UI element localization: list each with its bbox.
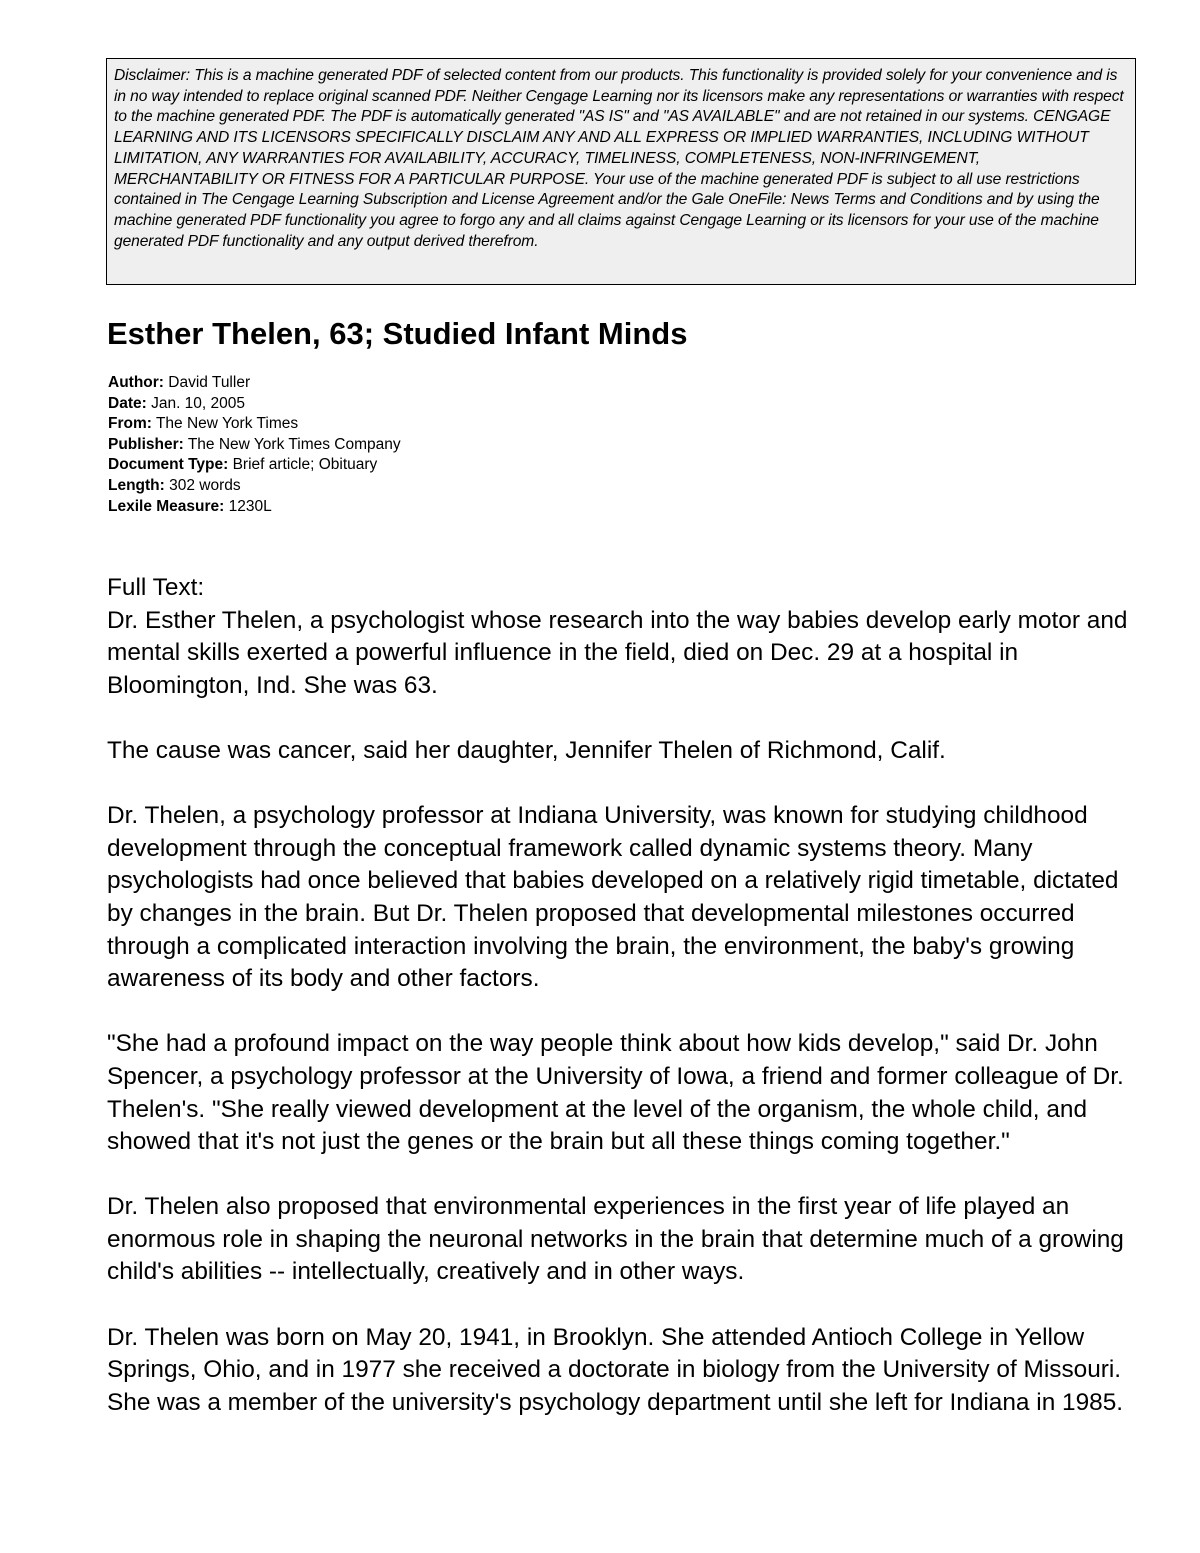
meta-lexile [108,497,401,518]
paragraph: Dr. Thelen was born on May 20, 1941, in Brooklyn. She attended Antioch College in Yellow Springs, Ohio, and in 1977 she received a doctorate in biology from the University of Missouri. She was a member of the university's psychology department until she left for Indiana in 1985. [107,1323,1124,1416]
paragraph: The cause was cancer, said her daughter, Jennifer Thelen of Richmond, Calif. [107,736,946,764]
meta-label: Author: [108,374,164,391]
meta-label: Publisher: [108,435,184,453]
meta-author [108,373,401,394]
meta-label: Date: [108,394,147,412]
paragraph: Dr. Esther Thelen, a psychologist whose research into the way babies develop early motor and mental skills exerted a powerful influence in the field, died on Dec. 29 at a hospital in Bloomington, Ind. She was 63. [107,606,1128,699]
meta-value: 302 words [169,476,241,494]
article-body [107,572,1137,1452]
meta-value: The New York Times [155,415,299,433]
full-text-label: Full Text: [107,574,205,601]
meta-from [108,414,401,435]
disclaimer-box [106,58,1136,285]
meta-value: David Tuller [168,374,251,391]
meta-value: Jan. 10, 2005 [151,394,246,412]
meta-label: From: [108,415,152,433]
article-title: Esther Thelen, 63; Studied Infant Minds [107,316,688,351]
article-metadata [108,373,401,517]
meta-publisher [108,435,401,456]
meta-label: Lexile Measure: [108,497,225,515]
meta-date [108,394,401,415]
meta-value: 1230L [228,497,272,515]
meta-document-type [108,455,401,476]
disclaimer-text: Disclaimer: This is a machine generated PDF of selected content from our products. This functionality is provided solely for your convenience and is in no way intended to replace original scanned PDF. Neither Cengage Learning nor its licensors make any representations or warranties with respect to the machine generated PDF. The PDF is automatically generated "AS IS" and "AS AVAILABLE" and are not retained in our systems. CENGAGE LEARNING AND ITS LICENSORS SPECIFICALLY DISCLAIM ANY AND ALL EXPRESS OR IMPLIED WARRANTIES, INCLUDING WITHOUT LIMITATION, ANY WARRANTIES FOR AVAILABILITY, ACCURACY, TIMELINESS, COMPLETENESS, NON-INFRINGEMENT, MERCHANTABILITY OR FITNESS FOR A PARTICULAR PURPOSE. Your use of the machine generated PDF is subject to all use restrictions contained in The Cengage Learning Subscription and License Agreement and/or the Gale OneFile: News Terms and Conditions and by using the machine generated PDF functionality you agree to forgo any and all claims against Cengage Learning or its licensors for your use of the machine generated PDF functionality and any output derived therefrom. [114,67,1124,250]
meta-value: The New York Times Company [187,435,401,453]
meta-value: Brief article; Obituary [232,456,378,474]
meta-length [108,476,401,497]
meta-label: Document Type: [108,456,229,474]
meta-label: Length: [108,476,165,494]
paragraph: Dr. Thelen also proposed that environmental experiences in the first year of life played an enormous role in shaping the neuronal networks in the brain that determine much of a growing child's abilities -- intellectually, creatively and in other ways. [107,1193,1124,1286]
paragraph: Dr. Thelen, a psychology professor at Indiana University, was known for studying childhood development through the conceptual framework called dynamic systems theory. Many psychologists had once believed that babies developed on a relatively rigid timetable, dictated by changes in the brain. But Dr. Thelen proposed that developmental milestones occurred through a complicated interaction involving the brain, the environment, the baby's growing awareness of its body and other factors. [107,802,1119,993]
paragraph: "She had a profound impact on the way people think about how kids develop," said Dr. John Spencer, a psychology professor at the University of Iowa, a friend and former colleague of Dr. Thelen's. "She really viewed development at the level of the organism, the whole child, and showed that it's not just the genes or the brain but all these things coming together." [107,1030,1124,1156]
